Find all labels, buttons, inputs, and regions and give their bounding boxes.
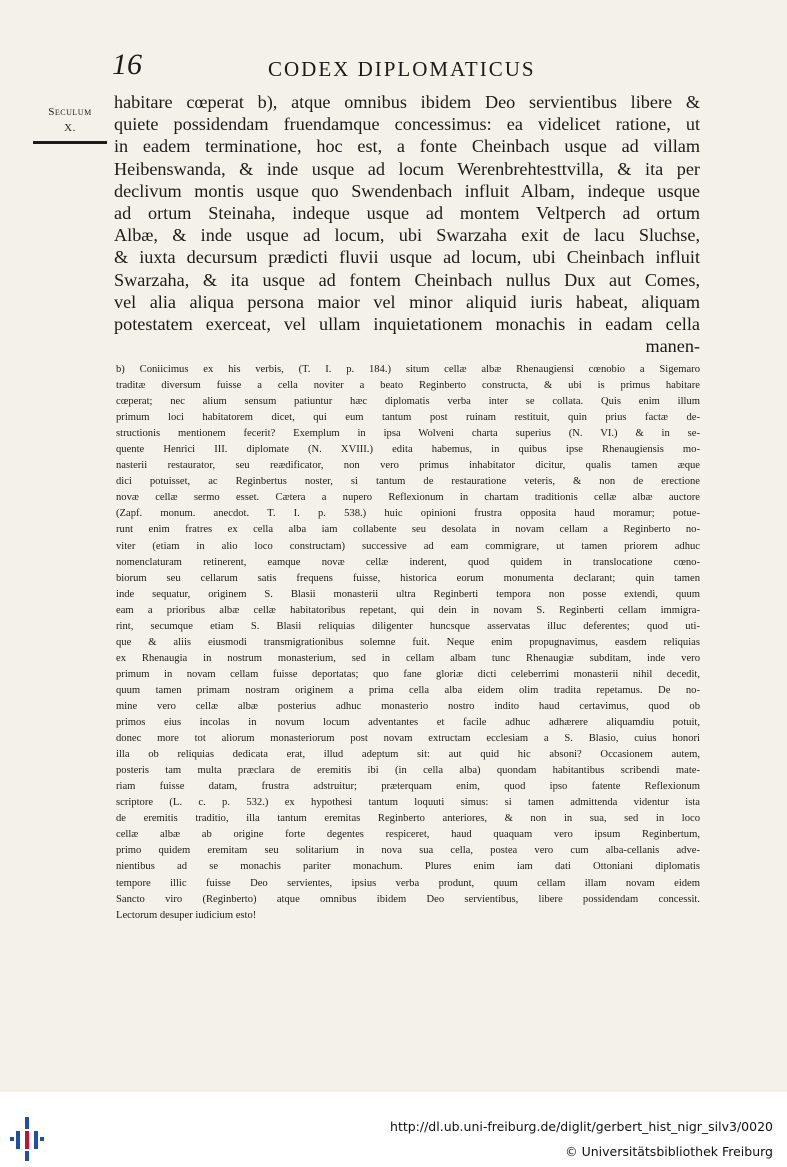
footnote-line: illa ob reliquias dedicata erat, illud adeptum sit: aut quid hic absoni? Occasionem autem, bbox=[116, 749, 700, 761]
footnote-line: primum loci habitatorem dicet, qui eum tantum post ruinam restituit, quin prius factæ de- bbox=[116, 412, 700, 424]
footnote-line: nientibus ad se monachis pariter monachum. Plures enim iam dati Ottoniani diplomatis bbox=[116, 861, 700, 873]
footnote-line: mine vero cellæ albæ posterius adhuc monasterio nostro indito haud certavimus, quod ob bbox=[116, 700, 700, 712]
main-text-line: vel alia aliqua persona maior vel minor aliquid iuris habeat, aliquam bbox=[114, 291, 700, 312]
footnote-block bbox=[116, 362, 700, 924]
library-logo-icon bbox=[10, 1117, 44, 1161]
footnote-line: nasterii restaurator, seu reædificator, non vero primus inhabitator dicitur, qualis tamen æque bbox=[116, 460, 700, 472]
main-text-line: potestatem exerceat, vel ullam inquietationem monachis in eadam cella bbox=[114, 314, 700, 335]
footnote-line: eam a prioribus albæ cellæ habitatoribus repetant, qui dein in novam S. Reginberti cellam immigra- bbox=[116, 604, 700, 616]
footnote-line: Lectorum desuper iudicium esto! bbox=[116, 909, 257, 921]
footnote-line: posteris tam multa præclara de eremitis ibi (in cella alba) quondam habitantibus scribendi mate- bbox=[116, 765, 700, 777]
main-text-line: habitare cœperat b), atque omnibus ibidem Deo servientibus libere & bbox=[114, 92, 700, 112]
footnote-line: ex Rhenaugia in nostrum monasterium, sed in cellam albam tunc Rhenaugiæ subditam, inde vero bbox=[116, 652, 700, 664]
footnote-line: biorum seu cellarum satis frequens fuisse, historica eorum monumenta declarant; quin tamen bbox=[116, 572, 700, 584]
footnote-line: riam fuisse datam, frustra adstruitur; præterquam enim, quod ipso fatente Reflexionum bbox=[116, 781, 700, 793]
footnote-line: dici potuisset, ac Reginbertus noster, si tantum de restauratione veteris, & non de erectione bbox=[116, 476, 700, 488]
footnote-line: nomenclaturam retinerent, eamque novæ cellæ inderent, quod quidem in translocatione cœno- bbox=[116, 556, 700, 568]
footnote-line: que & aliis eiusmodi transmigrationibus solemne fuit. Neque enim propugnavimus, easdem reliquias bbox=[116, 636, 700, 648]
footnote-line: quente Henrici III. diplomate (N. XVIII.) edita habemus, in quibus ipse Rhenaugiensis mo- bbox=[116, 444, 700, 456]
footnote-line: tempore illic fuisse Deo servientes, ipsius verba produnt, quum cellam illam novam eidem bbox=[116, 877, 700, 889]
main-text-line: quiete possidendam fruendamque concessimus: ea videlicet ratione, ut bbox=[114, 114, 700, 135]
page-number: 16 bbox=[112, 48, 142, 81]
footnote-line: Sancto viro (Reginberto) atque omnibus ibidem Deo servientibus, libere possidendam concessit. bbox=[116, 893, 700, 905]
main-text-line: & iuxta decursum prædicti fluvii usque ad locum, ubi Cheinbach influit bbox=[114, 247, 700, 268]
main-text-line: in eadem terminatione, hoc est, a fonte Cheinbach usque ad villam bbox=[114, 136, 700, 157]
footnote-line: donec more tot aliorum monasteriorum post novam extructam ecclesiam a S. Blasio, cuius honori bbox=[116, 733, 700, 745]
copyright-notice: © Universitätsbibliothek Freiburg bbox=[565, 1144, 773, 1159]
footnote-line: quum tamen primam nostram originem a prima cella alba eidem olim tradita repetamus. De no- bbox=[116, 684, 700, 696]
permalink-url[interactable]: http://dl.ub.uni-freiburg.de/diglit/gerbert_hist_nigr_silv3/0020 bbox=[390, 1119, 773, 1134]
footnote-line: de eremitis traditio, illa tantum eremitas Reginberto anteriores, & non in sua, sed in loco bbox=[116, 813, 700, 825]
margin-divider bbox=[33, 141, 107, 144]
margin-note-number: X. bbox=[64, 122, 76, 134]
margin-note bbox=[30, 104, 110, 136]
footnote-line: primos eius incolas in novum locum adventantes et facile adhuc adhærere aliquamdiu potuit, bbox=[116, 717, 700, 729]
main-text-line: Albæ, & inde usque ad locum, ubi Swarzaha exit de lacu Sluchse, bbox=[114, 225, 700, 246]
footnote-line: scriptore (L. c. p. 532.) ex hypothesi tantum loquuti simus: si tamen admittenda videntur ista bbox=[116, 797, 700, 809]
footnote-line: b) Coniicimus ex his verbis, (T. I. p. 184.) situm cellæ albæ Rhenaugiensi cœnobio a Sigemaro bbox=[116, 364, 700, 375]
footnote-line: primum in novam cellam fuisse deportatas; quo fane gloriæ dicti celeberrimi monasterii nihil decedit, bbox=[116, 668, 700, 680]
running-head: CODEX DIPLOMATICUS bbox=[268, 57, 536, 81]
main-text-block bbox=[114, 91, 700, 357]
main-text-line: manen- bbox=[645, 336, 700, 357]
margin-note-century: Seculum bbox=[48, 106, 92, 118]
footnote-line: structionis mentionem fecerit? Exemplum in ipsa Wolveni charta superius (N. VI.) & in se- bbox=[116, 428, 700, 440]
footnote-line: viter (etiam in alio loco constructam) successive ad eam commigrare, ut tamen priorem adhuc bbox=[116, 540, 700, 552]
footnote-line: primo quidem eremitam seu solitarium in nova sua cella, postea vero cum alba-cellanis adve- bbox=[116, 845, 700, 857]
footnote-line: inde sequatur, originem S. Blasii monasterii ultra Reginberti tempora non posse extendi, quum bbox=[116, 588, 700, 600]
main-text-line: declivum montis usque quo Swendenbach influit Albam, indeque usque bbox=[114, 180, 700, 201]
main-text-line: Heibenswanda, & inde usque ad locum Werenbrehtesttvilla, & ita per bbox=[114, 158, 700, 179]
main-text-line: Swarzaha, & ita usque ad fontem Cheinbach nullus Dux aut Comes, bbox=[114, 269, 700, 290]
footnote-line: rint, secumque etiam S. Blasii reliquias diligenter huncsque asservatas illuc deferentes; quod uti- bbox=[116, 620, 700, 632]
footnote-line: traditæ diversum fuisse a cella noviter a beato Reginberto constructa, & ubi is primus habitare bbox=[116, 380, 700, 392]
footnote-line: runt enim fratres ex cella alba iam collabente seu desolata in novam cellam a Reginberto no- bbox=[116, 524, 700, 536]
footnote-line: cœperat; nec alium sensum patiuntur hæc diplomatis verba inter se collata. Quis enim illum bbox=[116, 396, 700, 408]
main-text-line: ad ortum Steinaha, indeque usque ad montem Veltperch ad ortum bbox=[114, 203, 700, 224]
footnote-line: novæ cellæ sermo esset. Cætera a nupero Reflexionum in chartam traditionis cellæ albæ auctore bbox=[116, 492, 700, 504]
footnote-line: (Zapf. monum. anecdot. T. I. p. 538.) huic opinioni frustra opposita haud moramur; potue- bbox=[116, 508, 700, 520]
footnote-line: cellæ albæ ab origine forte degentes respiceret, haud quaquam vero ipsum Reginbertum, bbox=[116, 829, 700, 841]
